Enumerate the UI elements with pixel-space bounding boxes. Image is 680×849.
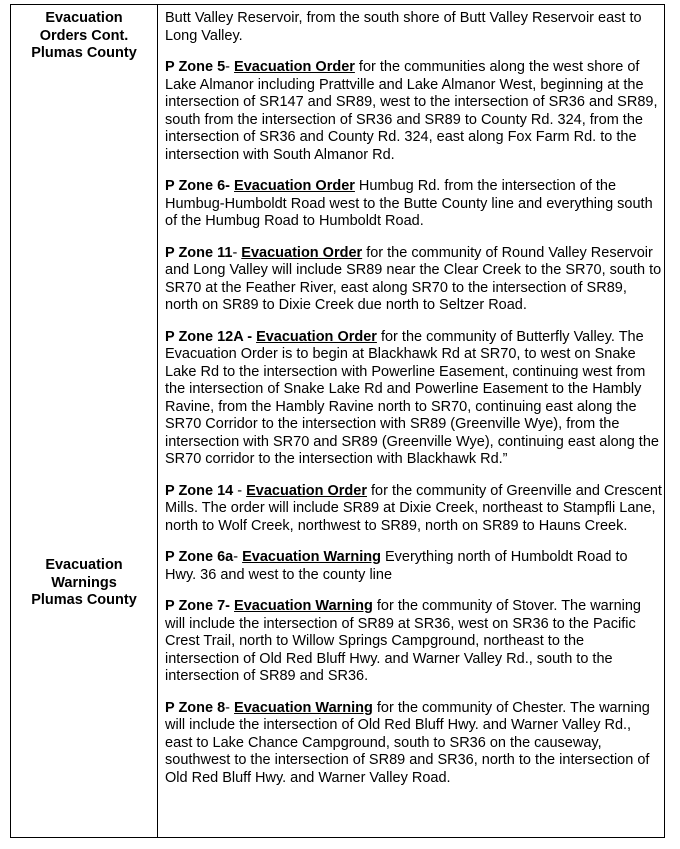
label-evacuation-orders: [11, 10, 157, 63]
label-line: Warnings: [51, 574, 117, 591]
paragraph-zone-6a: [165, 549, 662, 584]
paragraph-text: Butt Valley Reservoir, from the south shore of Butt Valley Reservoir east to Long Valley.: [165, 10, 642, 44]
zone-separator: -: [233, 482, 247, 499]
zone-id: P Zone 14: [165, 482, 234, 499]
order-type: Evacuation Order: [246, 482, 367, 499]
evacuation-table: [10, 4, 665, 838]
order-type: Evacuation Order: [234, 178, 355, 194]
zone-id: P Zone 11: [165, 244, 233, 261]
label-line: Evacuation: [45, 557, 123, 573]
paragraph-zone-7: [165, 598, 662, 686]
order-type: Evacuation Warning: [242, 549, 381, 565]
zone-separator: -: [233, 549, 243, 565]
order-type: Evacuation Warning: [234, 598, 373, 614]
paragraph-zone-14: [165, 483, 662, 536]
order-type: Evacuation Order: [234, 59, 355, 75]
paragraph-text: for the community of Stover. The warning will include the intersection of SR89 at SR36, west on SR36 to the Pacific Crest Trail, north to Willow Springs Campground, northeast to the intersection of Old Red Bluff Hwy. and Warner Valley Rd., south to the intersection of SR89 and SR36.: [165, 598, 641, 684]
label-line: Plumas County: [31, 592, 137, 608]
zone-descriptions: [165, 10, 662, 801]
zone-separator: -: [225, 59, 235, 75]
paragraph-zone-11: [165, 245, 662, 315]
paragraph-text: for the communities along the west shore of Lake Almanor including Prattville and Lake Almanor West, beginning at the intersection of SR147 and SR89, west to the intersection of SR36 and SR89, south from the intersection of SR36 and SR89 to County Rd. 324, from the intersection of SR36 and County Rd. 324, east along Fox Farm Rd. to the intersection with South Almanor Rd.: [165, 59, 658, 163]
paragraph-zone-8: [165, 700, 662, 788]
zone-id: P Zone 5: [165, 59, 226, 75]
zone-id: P Zone 6-: [165, 178, 235, 194]
zone-separator: -: [225, 699, 235, 716]
paragraph-text: Humbug Rd. from the intersection of the Humbug-Humboldt Road west to the Butte County line and everything south of the Humbug Road to Humboldt Road.: [165, 178, 653, 229]
paragraph-zone-5: [165, 59, 662, 164]
zone-id: P Zone 6a: [165, 549, 234, 565]
label-line: Plumas County: [31, 45, 137, 61]
column-divider: [157, 5, 158, 837]
paragraph-text: for the community of Chester. The warning will include the intersection of Old Red Bluff Hwy. and Warner Valley Rd., east to Lake Chance Campground, south to SR36 on the causeway, southwest to the intersection of SR89 and SR36, north to the intersection of Old Red Bluff Hwy. and Warner Valley Road.: [165, 699, 650, 786]
paragraph-text: for the community of Butterfly Valley. The Evacuation Order is to begin at Blackhawk Rd at SR70, to west on Snake Lake Rd to the intersection with Powerline Easement, continuing west from the intersection of Snake Lake Rd and Powerline Easement to the Hambly Ravine, from the Hambly Ravine north to SR70, continuing east along the SR70 Corridor to the intersection with SR89 (Greenville Wye), from the intersection with SR70 and SR89 (Greenville Wye), continuing east along the SR70 corridor to the intersection with Blackhawk Rd.”: [165, 328, 659, 467]
zone-id: P Zone 12A -: [165, 328, 257, 345]
label-line: Orders Cont.: [39, 27, 129, 44]
paragraph-zone-12a: [165, 329, 662, 469]
zone-id: P Zone 7-: [165, 598, 235, 614]
label-line: Evacuation: [45, 10, 123, 26]
paragraph-butt-valley: [165, 10, 662, 45]
paragraph-text: for the community of Greenville and Crescent Mills. The order will include SR89 at Dixie Creek, northeast to Stampfli Lane, north to Wolf Creek, northwest to SR89, north on SR89 to Hauns Creek.: [165, 482, 662, 534]
label-evacuation-warnings: [11, 557, 157, 610]
paragraph-zone-6: [165, 178, 662, 231]
order-type: Evacuation Order: [256, 328, 377, 345]
paragraph-text: for the community of Round Valley Reservoir and Long Valley will include SR89 near the Clear Creek to the SR70, south to SR70 at the Feather River, east along SR70 to the intersection of SR89, north on SR89 to Dixie Creek due north to Seltzer Road.: [165, 244, 662, 313]
paragraph-text: Everything north of Humboldt Road to Hwy. 36 and west to the county line: [165, 549, 628, 583]
order-type: Evacuation Order: [241, 244, 363, 261]
order-type: Evacuation Warning: [234, 699, 373, 716]
zone-id: P Zone 8: [165, 699, 226, 716]
zone-separator: -: [232, 244, 242, 261]
